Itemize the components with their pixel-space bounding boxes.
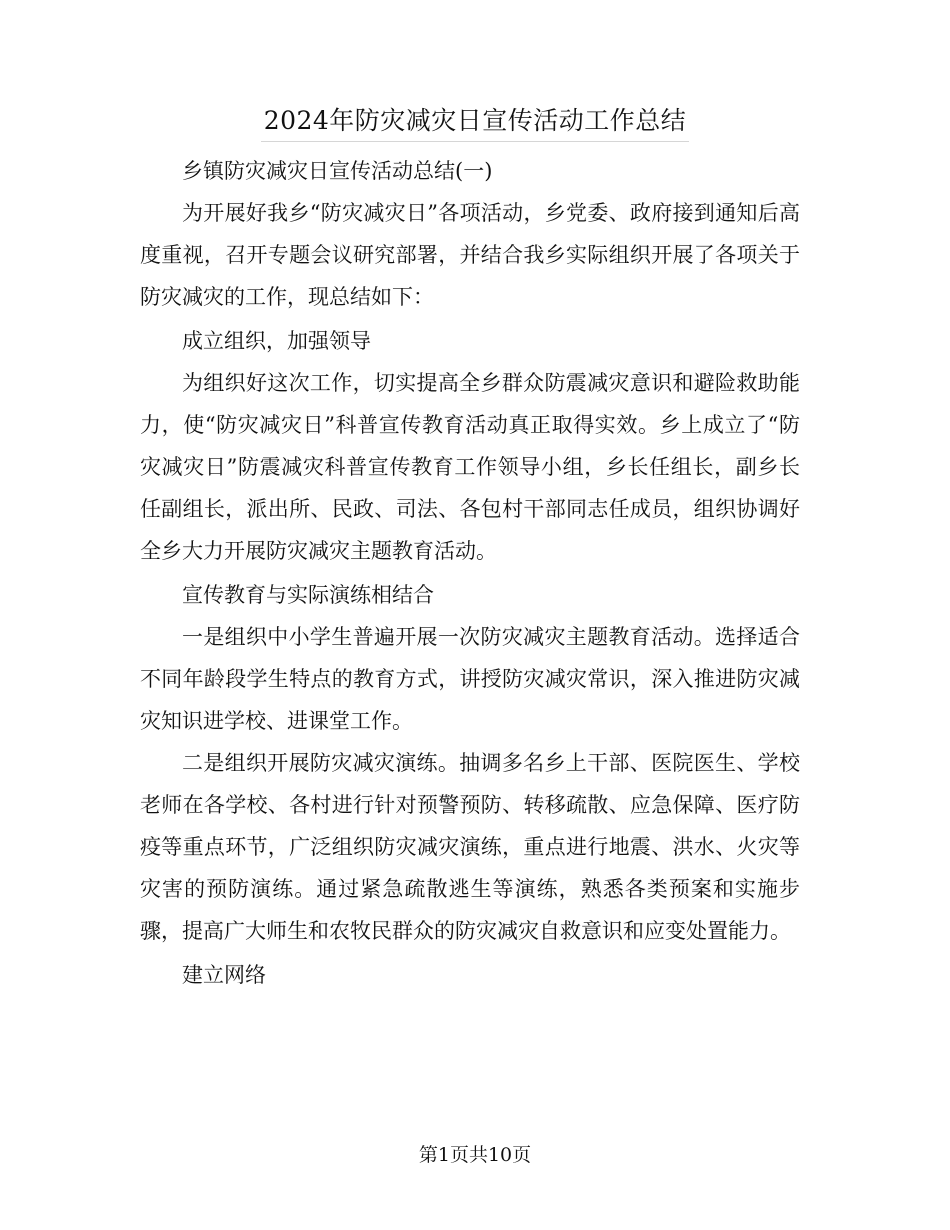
page-number: 第1页共10页 — [418, 1144, 532, 1166]
section-heading-organization: 成立组织，加强领导 — [182, 329, 371, 353]
section-subtitle: 乡镇防灾减灾日宣传活动总结(一) — [182, 159, 493, 183]
document-body — [140, 150, 800, 996]
document-title: 2024年防灾减灾日宣传活动工作总结 — [261, 103, 690, 142]
section-heading-network: 建立网络 — [182, 963, 266, 987]
paragraph-organization: 为组织好这次工作，切实提高全乡群众防震减灾意识和避险救助能力，使“防灾减灾日”科普宣传教育活动真正取得实效。乡上成立了“防灾减灾日”防震减灾科普宣传教育工作领导小组，乡长任组长，副乡长任副组长，派出所、民政、司法、各包村干部同志任成员，组织协调好全乡大力开展防灾减灾主题教育活动。 — [140, 371, 800, 563]
section-heading-education: 宣传教育与实际演练相结合 — [182, 583, 434, 607]
paragraph-drills: 二是组织开展防灾减灾演练。抽调多名乡上干部、医院医生、学校老师在各学校、各村进行针对预警预防、转移疏散、应急保障、医疗防疫等重点环节，广泛组织防灾减灾演练，重点进行地震、洪水、火灾等灾害的预防演练。通过紧急疏散逃生等演练，熟悉各类预案和实施步骤，提高广大师生和农牧民群众的防灾减灾自救意识和应变处置能力。 — [140, 751, 800, 943]
paragraph-intro: 为开展好我乡“防灾减灾日”各项活动，乡党委、政府接到通知后高度重视，召开专题会议研究部署，并结合我乡实际组织开展了各项关于防灾减灾的工作，现总结如下： — [140, 201, 800, 309]
title-container — [0, 103, 950, 142]
paragraph-students: 一是组织中小学生普遍开展一次防灾减灾主题教育活动。选择适合不同年龄段学生特点的教育方式，讲授防灾减灾常识，深入推进防灾减灾知识进学校、进课堂工作。 — [140, 625, 800, 733]
